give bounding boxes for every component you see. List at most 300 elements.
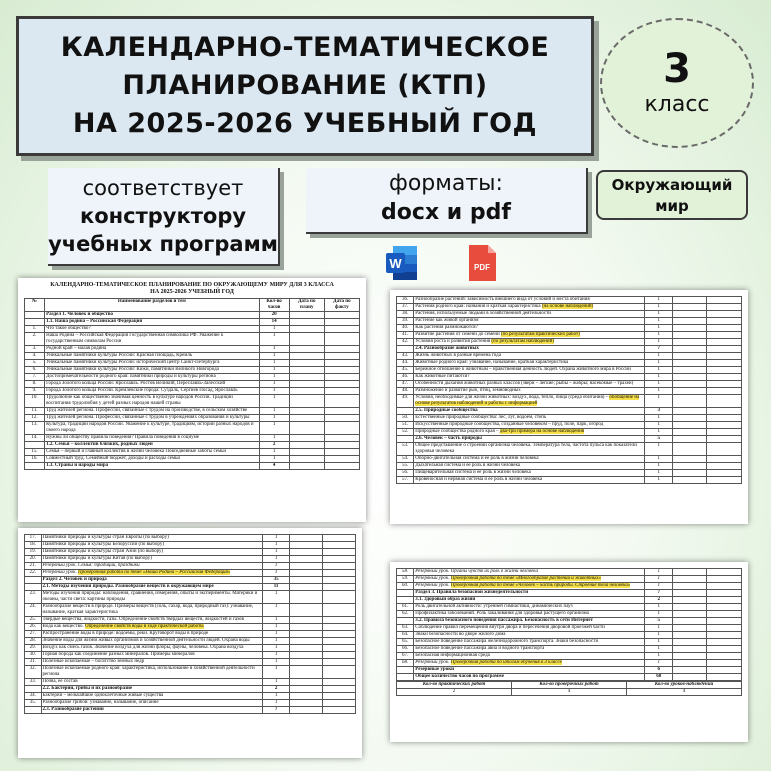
row-plan-date bbox=[289, 463, 324, 470]
col-topic-header: Наименование разделов и тем bbox=[45, 299, 259, 312]
table-row bbox=[25, 645, 356, 652]
row-fact-date bbox=[324, 388, 359, 395]
row-topic-text: Уникальные памятники культуры России: исторический центр Санкт-Петербурга bbox=[46, 360, 220, 365]
conformance-line-3: учебных программ bbox=[48, 232, 278, 256]
row-fact-date bbox=[322, 617, 355, 624]
row-topic-text: Бережное отношение к животным – нравственная ценность людей. Охрана животного мира в России bbox=[415, 367, 631, 372]
row-hours: 1 bbox=[645, 304, 673, 311]
row-hours: 1 bbox=[263, 638, 289, 645]
row-topic-text: Раздел 3. Правила безопасной жизнедеятельности bbox=[415, 590, 529, 595]
row-topic-text: Размножение и развитие рыб, птиц, земноводных bbox=[415, 388, 521, 393]
row-hours: 1 bbox=[259, 435, 289, 442]
table-row bbox=[25, 693, 356, 700]
row-fact-date bbox=[322, 584, 355, 591]
row-number bbox=[397, 346, 414, 353]
row-fact-date bbox=[324, 360, 359, 367]
row-topic-text: Роль двигательной активности: утренней гимнастики, динамических пауз bbox=[415, 604, 573, 609]
row-hours: 1 bbox=[645, 660, 673, 667]
row-topic bbox=[414, 325, 645, 332]
row-fact-date bbox=[707, 297, 742, 304]
row-topic bbox=[414, 611, 645, 618]
row-topic bbox=[41, 679, 263, 686]
row-fact-date bbox=[324, 381, 359, 388]
row-number: 35. bbox=[25, 700, 42, 707]
row-fact-date bbox=[707, 456, 742, 463]
row-fact-date bbox=[324, 435, 359, 442]
row-number: 17. bbox=[25, 535, 42, 542]
row-topic-text: Раздел 1. Человек и общество bbox=[46, 312, 113, 317]
row-plan-date bbox=[289, 591, 322, 604]
row-topic bbox=[45, 360, 259, 367]
row-fact-date bbox=[707, 367, 742, 374]
row-topic bbox=[414, 353, 645, 360]
row-number: 26. bbox=[25, 624, 42, 631]
table-row bbox=[25, 326, 360, 333]
row-number: 15. bbox=[25, 449, 45, 456]
row-hours: 1 bbox=[259, 367, 289, 374]
row-fact-date bbox=[322, 535, 355, 542]
row-topic-text: Труд жителей региона. Профессии, связанные с трудом в учреждениях образования и культуры bbox=[46, 415, 250, 420]
row-fact-date bbox=[324, 449, 359, 456]
row-hours: 1 bbox=[645, 422, 673, 429]
conformance-line-2: конструктору bbox=[79, 204, 247, 228]
grade-word: класс bbox=[644, 92, 710, 117]
row-hours: 6 bbox=[645, 667, 673, 674]
row-topic-text: 2.3. Разнообразие растений bbox=[42, 707, 104, 712]
row-topic bbox=[45, 408, 259, 415]
table-row bbox=[25, 312, 360, 319]
row-number: 36. bbox=[397, 297, 414, 304]
row-topic bbox=[45, 381, 259, 388]
row-fact-date bbox=[707, 332, 742, 339]
row-topic-text: Резервный урок. Семья: традиции, праздники bbox=[42, 563, 140, 568]
row-hours: 1 bbox=[645, 569, 673, 576]
row-topic-text: 2.2. Бактерии, грибы и их разнообразие bbox=[42, 686, 133, 691]
row-topic-text: Природные сообщества родного края – bbox=[415, 429, 500, 434]
formats-line-1: форматы: bbox=[389, 171, 503, 196]
row-number: 18. bbox=[25, 542, 42, 549]
row-hours: 1 bbox=[259, 449, 289, 456]
table-row bbox=[397, 339, 742, 346]
row-plan-date bbox=[289, 556, 322, 563]
row-plan-date bbox=[672, 381, 707, 388]
table-row bbox=[25, 584, 356, 591]
row-fact-date bbox=[322, 624, 355, 631]
row-fact-date bbox=[707, 388, 742, 395]
row-plan-date bbox=[672, 597, 707, 604]
row-number: 3. bbox=[25, 346, 45, 353]
row-number: 65. bbox=[397, 639, 414, 646]
row-topic-text: Как животные питаются? bbox=[415, 374, 470, 379]
row-hours: 14 bbox=[259, 319, 289, 326]
row-number: 67. bbox=[397, 653, 414, 660]
row-topic bbox=[41, 577, 263, 584]
row-hours: 1 bbox=[263, 700, 289, 707]
row-fact-date bbox=[707, 618, 742, 625]
row-topic-text: Безопасное поведение пассажира железнодорожного транспорта. Знаки безопасности bbox=[415, 639, 599, 644]
row-number: 27. bbox=[25, 631, 42, 638]
row-plan-date bbox=[672, 653, 707, 660]
row-number: 47. bbox=[397, 381, 414, 388]
table-row bbox=[397, 611, 742, 618]
row-hours: 3 bbox=[645, 408, 673, 415]
row-fact-date bbox=[324, 415, 359, 422]
row-plan-date bbox=[672, 667, 707, 674]
table-row bbox=[25, 686, 356, 693]
row-hours: 1 bbox=[645, 318, 673, 325]
row-topic bbox=[414, 346, 645, 353]
row-plan-date bbox=[672, 311, 707, 318]
table-row bbox=[397, 422, 742, 429]
subject-badge bbox=[596, 170, 748, 220]
row-number: 12. bbox=[25, 415, 45, 422]
row-number bbox=[397, 408, 414, 415]
row-topic-text: 3.2. Правила безопасного поведения пассажира. Безопасность в сети Интернет bbox=[415, 618, 593, 623]
row-fact-date bbox=[707, 436, 742, 443]
row-plan-date bbox=[672, 353, 707, 360]
row-number: 37. bbox=[397, 304, 414, 311]
row-topic bbox=[45, 326, 259, 333]
row-topic-text: 1.3. Страны и народы мира bbox=[46, 463, 109, 468]
row-plan-date bbox=[289, 549, 322, 556]
row-fact-date bbox=[324, 395, 359, 408]
row-plan-date bbox=[672, 408, 707, 415]
row-plan-date bbox=[289, 693, 322, 700]
table-row bbox=[397, 674, 742, 681]
row-hours: 1 bbox=[645, 463, 673, 470]
row-fact-date bbox=[707, 353, 742, 360]
row-fact-date bbox=[707, 443, 742, 456]
table-row bbox=[25, 604, 356, 617]
table-row bbox=[397, 311, 742, 318]
subject-line-1: Окружающий bbox=[611, 176, 733, 194]
table-row bbox=[25, 353, 360, 360]
row-topic bbox=[414, 646, 645, 653]
grade-badge bbox=[600, 18, 754, 148]
row-fact-date bbox=[707, 339, 742, 346]
table-row bbox=[25, 360, 360, 367]
row-plan-date bbox=[672, 325, 707, 332]
row-topic bbox=[45, 353, 259, 360]
row-fact-date bbox=[707, 583, 742, 590]
row-fact-date bbox=[324, 346, 359, 353]
row-topic-highlight: (по результатам практических работ) bbox=[500, 332, 580, 337]
row-fact-date bbox=[324, 312, 359, 319]
row-hours: 1 bbox=[259, 326, 289, 333]
row-plan-date bbox=[672, 660, 707, 667]
row-topic bbox=[414, 339, 645, 346]
row-topic-text: Родной край – малая родина bbox=[46, 346, 107, 351]
table-row bbox=[25, 556, 356, 563]
row-topic bbox=[41, 563, 263, 570]
row-fact-date bbox=[707, 463, 742, 470]
row-hours: 1 bbox=[645, 360, 673, 367]
table-row bbox=[25, 666, 356, 679]
row-number: 23. bbox=[25, 591, 42, 604]
table-row bbox=[25, 617, 356, 624]
table-row bbox=[397, 346, 742, 353]
row-number bbox=[25, 577, 42, 584]
row-fact-date bbox=[707, 660, 742, 667]
row-plan-date bbox=[289, 367, 324, 374]
row-fact-date bbox=[322, 638, 355, 645]
row-plan-date bbox=[289, 435, 324, 442]
row-topic-text: Города Золотого кольца России. Кремлевские города: Суздаль, Сергиев Посад, Ярославль bbox=[46, 388, 238, 393]
row-plan-date bbox=[289, 456, 324, 463]
row-plan-date bbox=[289, 422, 324, 435]
row-topic-text: Разнообразие веществ в природе. Примеры веществ (соль, сахар, вода, природный газ): узнавание, называние, краткая характеристика bbox=[42, 604, 254, 615]
row-hours: 1 bbox=[259, 408, 289, 415]
row-plan-date bbox=[289, 312, 324, 319]
row-hours: 1 bbox=[259, 360, 289, 367]
row-plan-date bbox=[289, 638, 322, 645]
row-fact-date bbox=[707, 395, 742, 408]
row-topic-text: Опорно-двигательная система и ее роль в жизни человека bbox=[415, 456, 539, 461]
grade-number: 3 bbox=[663, 46, 691, 92]
row-topic-text: Резервный урок. bbox=[42, 570, 79, 575]
formats-box bbox=[306, 168, 588, 234]
row-topic bbox=[414, 576, 645, 583]
row-number bbox=[397, 590, 414, 597]
row-plan-date bbox=[672, 318, 707, 325]
row-topic-text: Вода как вещество. bbox=[42, 624, 85, 629]
row-topic-text: Общее количество часов по программе bbox=[415, 674, 504, 679]
row-hours: 1 bbox=[645, 646, 673, 653]
row-number: 30. bbox=[25, 652, 42, 659]
row-hours: 1 bbox=[259, 381, 289, 388]
row-topic-text: Резервный урок. Органы чувств их роль в жизни человека bbox=[415, 569, 538, 574]
row-fact-date bbox=[324, 333, 359, 346]
row-hours: 1 bbox=[645, 297, 673, 304]
row-topic bbox=[41, 686, 263, 693]
row-topic bbox=[414, 625, 645, 632]
row-topic-text: Резервный урок. bbox=[415, 576, 451, 581]
row-plan-date bbox=[289, 388, 324, 395]
row-plan-date bbox=[289, 563, 322, 570]
row-number: 1. bbox=[25, 326, 45, 333]
row-topic-text: Памятники природы и культуры Китая (по выбору) bbox=[42, 556, 152, 561]
row-plan-date bbox=[289, 326, 324, 333]
row-topic bbox=[414, 395, 645, 408]
row-topic-text: 2.1. Методы изучения природы. Разнообразие веществ в окружающем мире bbox=[42, 584, 214, 589]
table-row bbox=[25, 435, 360, 442]
row-fact-date bbox=[707, 415, 742, 422]
row-plan-date bbox=[672, 639, 707, 646]
table-row bbox=[397, 443, 742, 456]
row-plan-date bbox=[289, 707, 322, 714]
row-plan-date bbox=[289, 333, 324, 346]
row-number: 57. bbox=[397, 477, 414, 484]
row-topic-text: Памятники природы и культуры стран Европы (по выбору) bbox=[42, 535, 169, 540]
row-number: 29. bbox=[25, 645, 42, 652]
row-topic-text: Города Золотого кольца России: Ярославль. Ростов Великий, Переславль-Залесский bbox=[46, 381, 226, 386]
row-hours: 1 bbox=[645, 353, 673, 360]
row-hours: 1 bbox=[645, 367, 673, 374]
row-topic-highlight: Проверочная работа по итогам обучения в 3 классе bbox=[450, 660, 562, 665]
row-hours: 1 bbox=[645, 611, 673, 618]
row-topic bbox=[414, 653, 645, 660]
row-topic bbox=[41, 535, 263, 542]
row-number: 49. bbox=[397, 395, 414, 408]
table-row bbox=[25, 659, 356, 666]
row-hours: 7 bbox=[645, 346, 673, 353]
row-plan-date bbox=[672, 569, 707, 576]
table-row bbox=[397, 660, 742, 667]
row-hours: 1 bbox=[645, 632, 673, 639]
row-topic-highlight: Проверочная работа по теме «Человек – часть природы. Строение тела человека» bbox=[450, 583, 631, 588]
row-topic-text: 1.2. Семья – коллектив близких, родных людей bbox=[46, 442, 153, 447]
row-topic-text: Что такое общество? bbox=[46, 326, 91, 331]
table-row bbox=[25, 381, 360, 388]
table-row bbox=[397, 583, 742, 590]
table-row bbox=[397, 374, 742, 381]
row-hours: 1 bbox=[645, 443, 673, 456]
summary-practical-value: 2 bbox=[397, 689, 512, 696]
table-row bbox=[397, 463, 742, 470]
row-number: 24. bbox=[25, 604, 42, 617]
row-number: 63. bbox=[397, 625, 414, 632]
row-plan-date bbox=[672, 576, 707, 583]
row-fact-date bbox=[322, 686, 355, 693]
word-document-icon bbox=[385, 244, 419, 282]
row-hours: 11 bbox=[263, 584, 289, 591]
row-topic bbox=[45, 346, 259, 353]
row-topic bbox=[41, 707, 263, 714]
row-topic-text: Как растения размножаются? bbox=[415, 325, 478, 330]
row-topic-highlight: обобщение на основе результатов наблюдений и работы с информацией bbox=[415, 395, 640, 406]
row-fact-date bbox=[707, 374, 742, 381]
col-plan-date-header: Дата по плану bbox=[289, 299, 324, 312]
table-row bbox=[397, 304, 742, 311]
ktp-table-page-4 bbox=[396, 568, 742, 681]
row-hours: 1 bbox=[259, 374, 289, 381]
row-topic bbox=[45, 333, 259, 346]
summary-tests-header: Кол-во проверочных работ bbox=[512, 682, 627, 689]
row-number: 42. bbox=[397, 339, 414, 346]
row-hours: 1 bbox=[263, 549, 289, 556]
table-row bbox=[397, 297, 742, 304]
row-plan-date bbox=[289, 666, 322, 679]
row-hours: 1 bbox=[645, 625, 673, 632]
row-number: 61. bbox=[397, 604, 414, 611]
row-hours: 1 bbox=[263, 679, 289, 686]
row-topic-text: Семья – первый и главный коллектив в жизни человека Повседневные заботы семьи bbox=[46, 449, 227, 454]
row-topic bbox=[414, 318, 645, 325]
table-row bbox=[397, 408, 742, 415]
row-hours: 1 bbox=[645, 339, 673, 346]
row-number: 8. bbox=[25, 381, 45, 388]
row-number: 22. bbox=[25, 570, 42, 577]
row-topic bbox=[414, 463, 645, 470]
row-number bbox=[25, 707, 42, 714]
row-plan-date bbox=[289, 700, 322, 707]
row-topic-text: Профилактика заболеваний. Роль закаливания для здоровья растущего организма bbox=[415, 611, 589, 616]
table-row bbox=[25, 570, 356, 577]
row-topic-text: Нужны ли обществу правила поведения? Правила поведения в социуме bbox=[46, 435, 199, 440]
row-plan-date bbox=[672, 436, 707, 443]
row-fact-date bbox=[322, 556, 355, 563]
col-hours-header: Кол-во часов bbox=[259, 299, 289, 312]
row-fact-date bbox=[322, 707, 355, 714]
row-topic-text: Резервный урок. bbox=[415, 660, 451, 665]
row-fact-date bbox=[707, 569, 742, 576]
row-topic bbox=[41, 693, 263, 700]
row-hours: 1 bbox=[645, 374, 673, 381]
row-fact-date bbox=[707, 576, 742, 583]
row-number bbox=[25, 319, 45, 326]
row-topic-text: Уникальные памятники культуры России: Красная площадь, Кремль bbox=[46, 353, 193, 358]
doc-title-2: НА 2025-2026 УЧЕБНЫЙ ГОД bbox=[150, 289, 234, 295]
row-fact-date bbox=[322, 604, 355, 617]
row-topic-text: Развитие растения от семени до семени bbox=[415, 332, 501, 337]
row-fact-date bbox=[707, 646, 742, 653]
row-fact-date bbox=[707, 674, 742, 681]
row-topic bbox=[41, 638, 263, 645]
table-row bbox=[25, 456, 360, 463]
row-topic bbox=[41, 659, 263, 666]
row-plan-date bbox=[672, 477, 707, 484]
row-number: 59. bbox=[397, 576, 414, 583]
table-row bbox=[397, 477, 742, 484]
row-plan-date bbox=[289, 617, 322, 624]
row-plan-date bbox=[672, 590, 707, 597]
row-hours: 1 bbox=[263, 666, 289, 679]
table-row bbox=[397, 325, 742, 332]
row-topic bbox=[41, 549, 263, 556]
row-number: 40. bbox=[397, 325, 414, 332]
document-page-2 bbox=[390, 290, 748, 524]
row-topic-text: Памятники природы и культуры стран Азии (по выбору) bbox=[42, 549, 164, 554]
row-number: 51. bbox=[397, 422, 414, 429]
table-row bbox=[397, 667, 742, 674]
table-row bbox=[25, 631, 356, 638]
row-topic bbox=[414, 415, 645, 422]
row-number bbox=[25, 442, 45, 449]
row-topic-text: Особенности дыхания животных разных классов (звери – легкие; рыбы – жабры; насекомые – трахеи) bbox=[415, 381, 634, 386]
row-number bbox=[25, 686, 42, 693]
row-topic bbox=[414, 597, 645, 604]
row-fact-date bbox=[322, 652, 355, 659]
row-topic bbox=[414, 374, 645, 381]
row-fact-date bbox=[707, 477, 742, 484]
row-hours: 1 bbox=[645, 583, 673, 590]
row-fact-date bbox=[707, 325, 742, 332]
row-fact-date bbox=[324, 456, 359, 463]
row-hours: 1 bbox=[263, 624, 289, 631]
row-number: 62. bbox=[397, 611, 414, 618]
row-hours: 1 bbox=[259, 346, 289, 353]
row-number: 66. bbox=[397, 646, 414, 653]
table-row bbox=[397, 618, 742, 625]
row-plan-date bbox=[672, 346, 707, 353]
row-topic-text: Искусственные природные сообщества, созданные человеком – пруд, поле, парк, огород bbox=[415, 422, 604, 427]
row-hours: 1 bbox=[263, 652, 289, 659]
row-topic-text: Растения родного края: названия и краткая характеристика bbox=[415, 304, 542, 309]
row-plan-date bbox=[289, 686, 322, 693]
row-number: 60. bbox=[397, 583, 414, 590]
row-number: 55. bbox=[397, 463, 414, 470]
row-number bbox=[397, 597, 414, 604]
row-plan-date bbox=[289, 631, 322, 638]
row-hours: 2 bbox=[259, 442, 289, 449]
row-plan-date bbox=[672, 456, 707, 463]
table-row bbox=[397, 353, 742, 360]
row-topic-text: Условия роста и развития растения bbox=[415, 339, 492, 344]
table-row bbox=[25, 638, 356, 645]
row-hours: 7 bbox=[263, 707, 289, 714]
row-plan-date bbox=[289, 395, 324, 408]
row-topic-text: Уникальные памятники культуры России: Кижи, памятники Великого Новгорода bbox=[46, 367, 219, 372]
